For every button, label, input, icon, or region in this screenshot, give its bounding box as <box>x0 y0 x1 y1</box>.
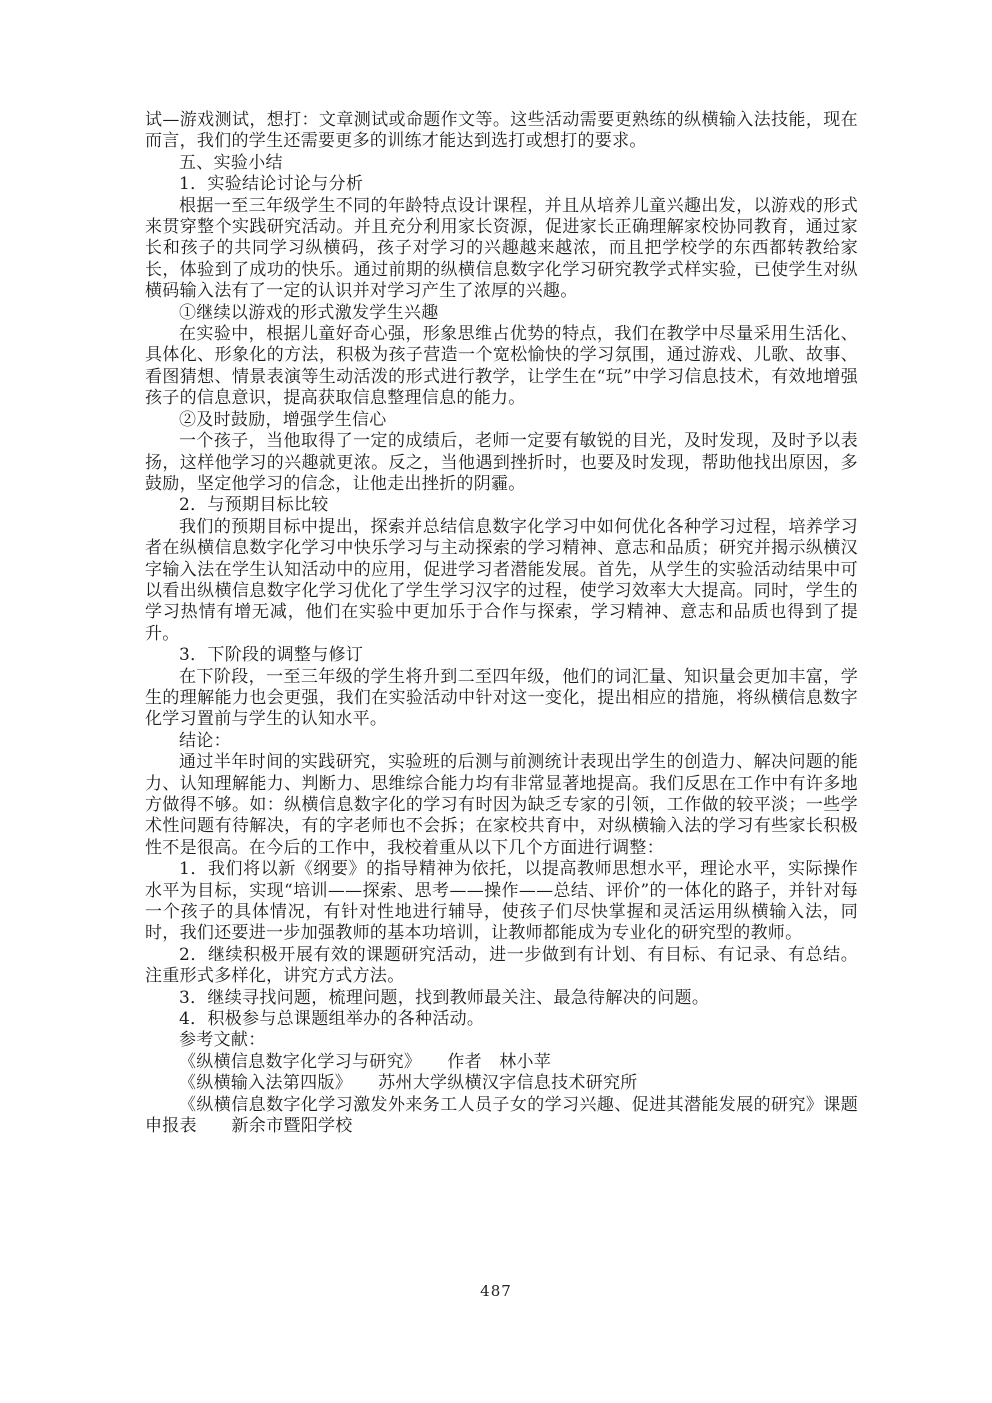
paragraph: 根据一至三年级学生不同的年龄特点设计课程，并且从培养儿童兴趣出发，以游戏的形式来贯穿整个实践研究活动。并且充分利用家长资源，促进家长正确理解家校协同教育，通过家长和孩子的共同学习纵横码，孩子对学习的兴趣越来越浓，而且把学校学的东西都转教给家长，体验到了成功的快乐。通过前期的纵横信息数字化学习研究教学式样实验，已使学生对纵横码输入法有了一定的认识并对学习产生了浓厚的兴趣。 <box>145 195 858 302</box>
paragraph: 试—游戏测试，想打：文章测试或命题作文等。这些活动需要更熟练的纵横输入法技能，现在而言，我们的学生还需要更多的训练才能达到选打或想打的要求。 <box>145 110 858 152</box>
paragraph: 《纵横输入法第四版》 苏州大学纵横汉字信息技术研究所 <box>179 1073 638 1094</box>
paragraph: 结论： <box>179 730 231 751</box>
paragraph: 通过半年时间的实践研究，实验班的后测与前测统计表现出学生的创造力、解决问题的能力、认知理解能力、判断力、思维综合能力均有非常显著地提高。我们反思在工作中有许多地方做得不够。如：纵横信息数字化的学习有时因为缺乏专家的引领，工作做的较平淡；一些学术性问题有待解决，有的字老师也不会拆；在家校共育中，对纵横输入法的学习有些家长积极性不是很高。在今后的工作中，我校着重从以下几个方面进行调整： <box>145 752 858 858</box>
paragraph: 五、实验小结 <box>179 152 283 173</box>
paragraph: ①继续以游戏的形式激发学生兴趣 <box>179 302 439 323</box>
paragraph: ②及时鼓励，增强学生信心 <box>179 409 387 430</box>
paragraph: 《纵横信息数字化学习激发外来务工人员子女的学习兴趣、促进其潜能发展的研究》课题申报表 新余市暨阳学校 <box>145 1094 858 1137</box>
paragraph: 3．继续寻找问题，梳理问题，找到教师最关注、最急待解决的问题。 <box>179 987 710 1008</box>
paragraph: 2．与预期目标比较 <box>179 495 329 516</box>
paragraph: 3．下阶段的调整与修订 <box>179 645 364 666</box>
paragraph: 参考文献： <box>179 1030 266 1051</box>
paragraph: 在实验中，根据儿童好奇心强，形象思维占优势的特点，我们在教学中尽量采用生活化、具体化、形象化的方法，积极为孩子营造一个宽松愉快的学习氛围，通过游戏、儿歌、故事、看图猜想、情景表演等生动活泼的形式进行教学，让学生在“玩”中学习信息技术，有效地增强孩子的信息意识，提高获取信息整理信息的能力。 <box>145 324 858 409</box>
paragraph: 在下阶段，一至三年级的学生将升到二至四年级，他们的词汇量、知识量会更加丰富，学生的理解能力也会更强，我们在实验活动中针对这一变化，提出相应的措施，将纵横信息数字化学习置前与学生的认知水平。 <box>145 666 858 730</box>
paragraph: 2．继续积极开展有效的课题研究活动，进一步做到有计划、有目标、有记录、有总结。注重形式多样化，讲究方式方法。 <box>145 944 858 987</box>
paragraph: 1．我们将以新《纲要》的指导精神为依托，以提高教师思想水平，理论水平，实际操作水平为目标，实现“培训——探索、思考——操作——总结、评价”的一体化的路子，并针对每一个孩子的具体情况，有针对性地进行辅导，使孩子们尽快掌握和灵活运用纵横输入法，同时，我们还要进一步加强教师的基本功培训，让教师都能成为专业化的研究型的教师。 <box>145 859 858 944</box>
paragraph: 1．实验结论讨论与分析 <box>179 174 364 195</box>
page-number: 487 <box>480 1282 512 1300</box>
paragraph: 一个孩子，当他取得了一定的成绩后，老师一定要有敏锐的目光，及时发现，及时予以表扬，这样他学习的兴趣就更浓。反之，当他遇到挫折时，也要及时发现，帮助他找出原因，多鼓励，坚定他学习的信念，让他走出挫折的阴霾。 <box>145 431 858 494</box>
paragraph: 4．积极参与总课题组举办的各种活动。 <box>179 1009 485 1030</box>
document-body <box>145 110 858 1138</box>
paragraph: 《纵横信息数字化学习与研究》 作者 林小苹 <box>179 1051 552 1072</box>
paragraph: 我们的预期目标中提出，探索并总结信息数字化学习中如何优化各种学习过程，培养学习者在纵横信息数字化学习中快乐学习与主动探索的学习精神、意志和品质；研究并揭示纵横汉字输入法在学生认知活动中的应用，促进学习者潜能发展。首先，从学生的实验活动结果中可以看出纵横信息数字化学习优化了学生学习汉字的过程，使学习效率大大提高。同时，学生的学习热情有增无减，他们在实验中更加乐于合作与探索，学习精神、意志和品质也得到了提升。 <box>145 516 858 644</box>
